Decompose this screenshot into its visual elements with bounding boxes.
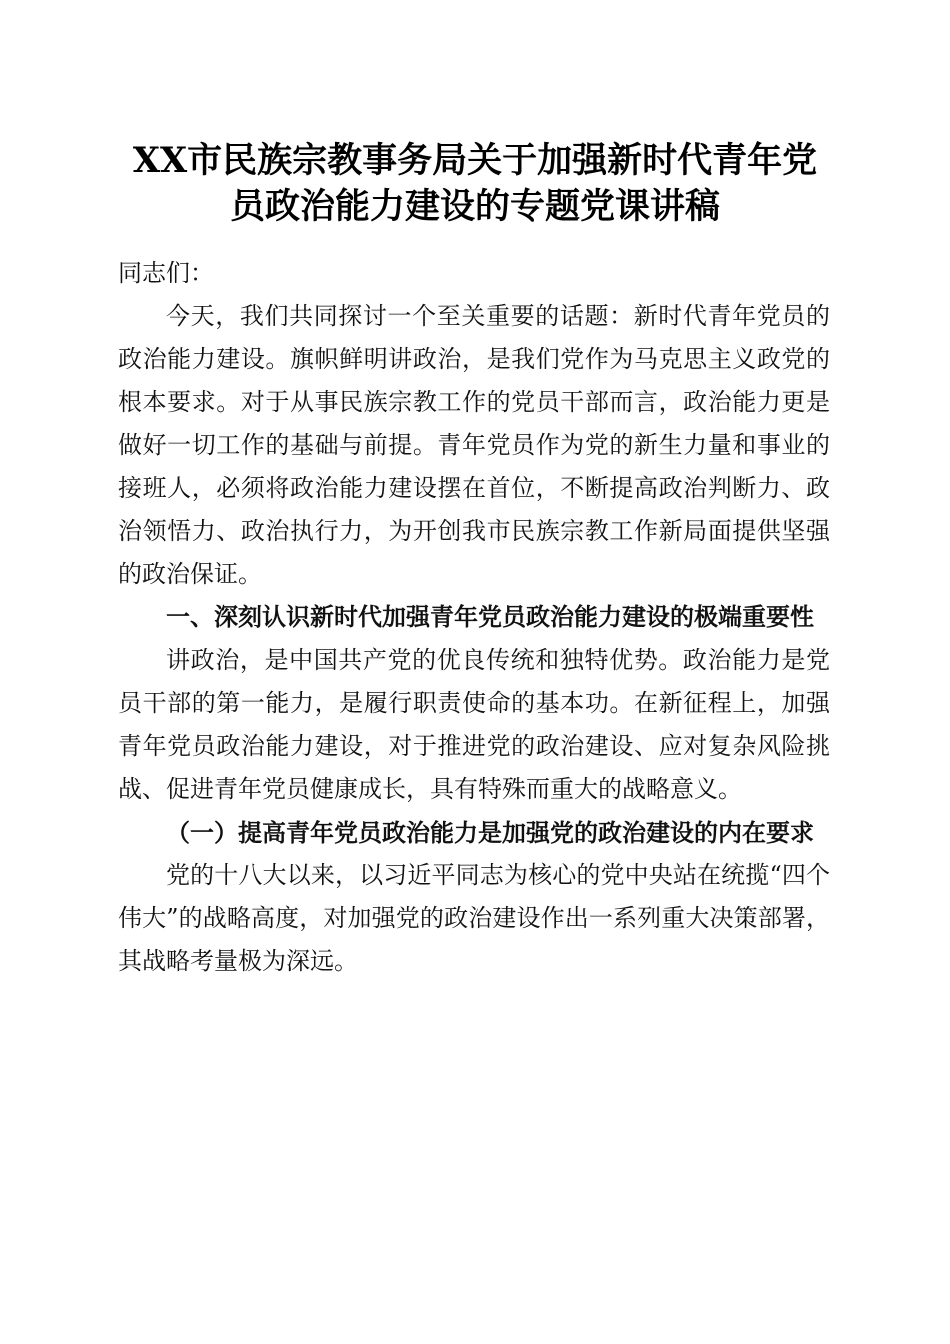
subsection-heading-1: （一）提高青年党员政治能力是加强党的政治建设的内在要求 bbox=[166, 818, 814, 847]
section-1-paragraph: 讲政治，是中国共产党的优良传统和独特优势。政治能力是党员干部的第一能力，是履行职责使命的基本功。在新征程上，加强青年党员政治能力建设，对于推进党的政治建设、应对复杂风险挑战、促进青年党员健康成长，具有特殊而重大的战略意义。 bbox=[118, 646, 830, 803]
section-heading-1: 一、深刻认识新时代加强青年党员政治能力建设的极端重要性 bbox=[166, 603, 814, 631]
document-title bbox=[100, 138, 850, 230]
salutation: 同志们： bbox=[118, 259, 214, 287]
subsection-1-paragraph: 党的十八大以来，以习近平同志为核心的党中央站在统揽“四个伟大”的战略高度，对加强党的政治建设作出一系列重大决策部署，其战略考量极为深远。 bbox=[118, 861, 830, 975]
document-body bbox=[118, 252, 830, 983]
title-line-2: 员政治能力建设的专题党课讲稿 bbox=[229, 186, 720, 227]
title-line-1: XX市民族宗教事务局关于加强新时代青年党 bbox=[132, 140, 818, 181]
intro-paragraph: 今天，我们共同探讨一个至关重要的话题：新时代青年党员的政治能力建设。旗帜鲜明讲政治，是我们党作为马克思主义政党的根本要求。对于从事民族宗教工作的党员干部而言，政治能力更是做好一切工作的基础与前提。青年党员作为党的新生力量和事业的接班人，必须将政治能力建设摆在首位，不断提高政治判断力、政治领悟力、政治执行力，为开创我市民族宗教工作新局面提供坚强的政治保证。 bbox=[118, 302, 830, 588]
